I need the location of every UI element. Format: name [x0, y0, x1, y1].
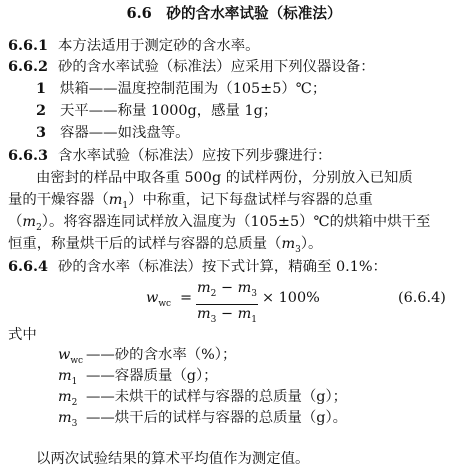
where-label: 式中 [8, 327, 37, 343]
clause-number: 6.6.4 [8, 258, 49, 275]
clause-number: 6.6.2 [8, 58, 49, 75]
definition-symbol: $w_{wc}$ [58, 347, 84, 366]
definition-symbol: $m_2$ [58, 389, 78, 408]
item-text: 容器——如浅盘等。 [60, 125, 190, 141]
list-item [36, 123, 190, 143]
list-item [36, 101, 277, 121]
definition-text: ——砂的含水率（%）； [86, 347, 237, 363]
paragraph-line: $(m_2)$。将容器连同试样放入温度为（105±5）℃的烘箱中烘干至 [8, 214, 431, 233]
definition-text: ——未烘干的试样与容器的总质量（g）； [86, 389, 348, 405]
clause-6-6-4 [8, 257, 387, 277]
item-text: 天平——称量 1000g，感量 1g； [60, 103, 278, 119]
clause-text: 砂的含水率（标准法）按下式计算，精确至 0.1%： [58, 259, 387, 275]
closing-note: 以两次试验结果的算术平均值作为测定值。 [36, 451, 310, 467]
definition-text: ——容器质量（g）； [86, 368, 218, 384]
formula-equals: = [180, 290, 193, 306]
definition-symbol: $m_1$ [58, 368, 78, 387]
section-title: 6.6 砂的含水率试验（标准法） [126, 5, 342, 22]
clause-text: 本方法适用于测定砂的含水率。 [58, 38, 260, 54]
clause-number: 6.6.3 [8, 147, 49, 164]
clause-6-6-2 [8, 57, 375, 77]
water-content-formula [0, 279, 468, 323]
symbol-m1: $m_1$ [108, 192, 129, 211]
paragraph-line: 量的干燥容器$(m_1)$中称重，记下每盘试样与容器的总重 [8, 192, 373, 211]
list-item [36, 79, 326, 99]
clause-6-6-1 [8, 36, 259, 56]
clause-number: 6.6.1 [8, 37, 49, 54]
formula-denominator: $m_3 - m_1$ [197, 305, 257, 325]
formula-lhs: $w_{wc}$ [146, 290, 172, 309]
equation-number: (6.6.4) [398, 290, 446, 306]
item-text: 烘箱——温度控制范围为（105±5）℃； [60, 81, 327, 97]
clause-text: 含水率试验（标准法）应按下列步骤进行： [58, 148, 332, 164]
clause-6-6-3 [8, 146, 331, 166]
paragraph-line: 由密封的样品中取各重 500g 的试样两份，分别放入已知质 [36, 170, 413, 186]
definition-text: ——烘干后的试样与容器的总质量（g）。 [86, 410, 348, 426]
symbol-m3: $m_3$ [281, 236, 301, 255]
item-number: 2 [36, 102, 47, 119]
formula-multiplier: × 100% [262, 290, 320, 306]
definition-symbol: $m_3$ [58, 410, 78, 429]
clause-text: 砂的含水率试验（标准法）应采用下列仪器设备： [58, 59, 375, 75]
item-number: 1 [36, 80, 47, 97]
formula-numerator: $m_2 - m_3$ [196, 279, 258, 305]
symbol-m2: $m_2$ [22, 214, 42, 233]
definition-item [58, 408, 347, 434]
paragraph-line: 恒重，称量烘干后的试样与容器的总质量$(m_3)$。 [8, 236, 323, 255]
formula-fraction [196, 279, 258, 330]
item-number: 3 [36, 124, 47, 141]
